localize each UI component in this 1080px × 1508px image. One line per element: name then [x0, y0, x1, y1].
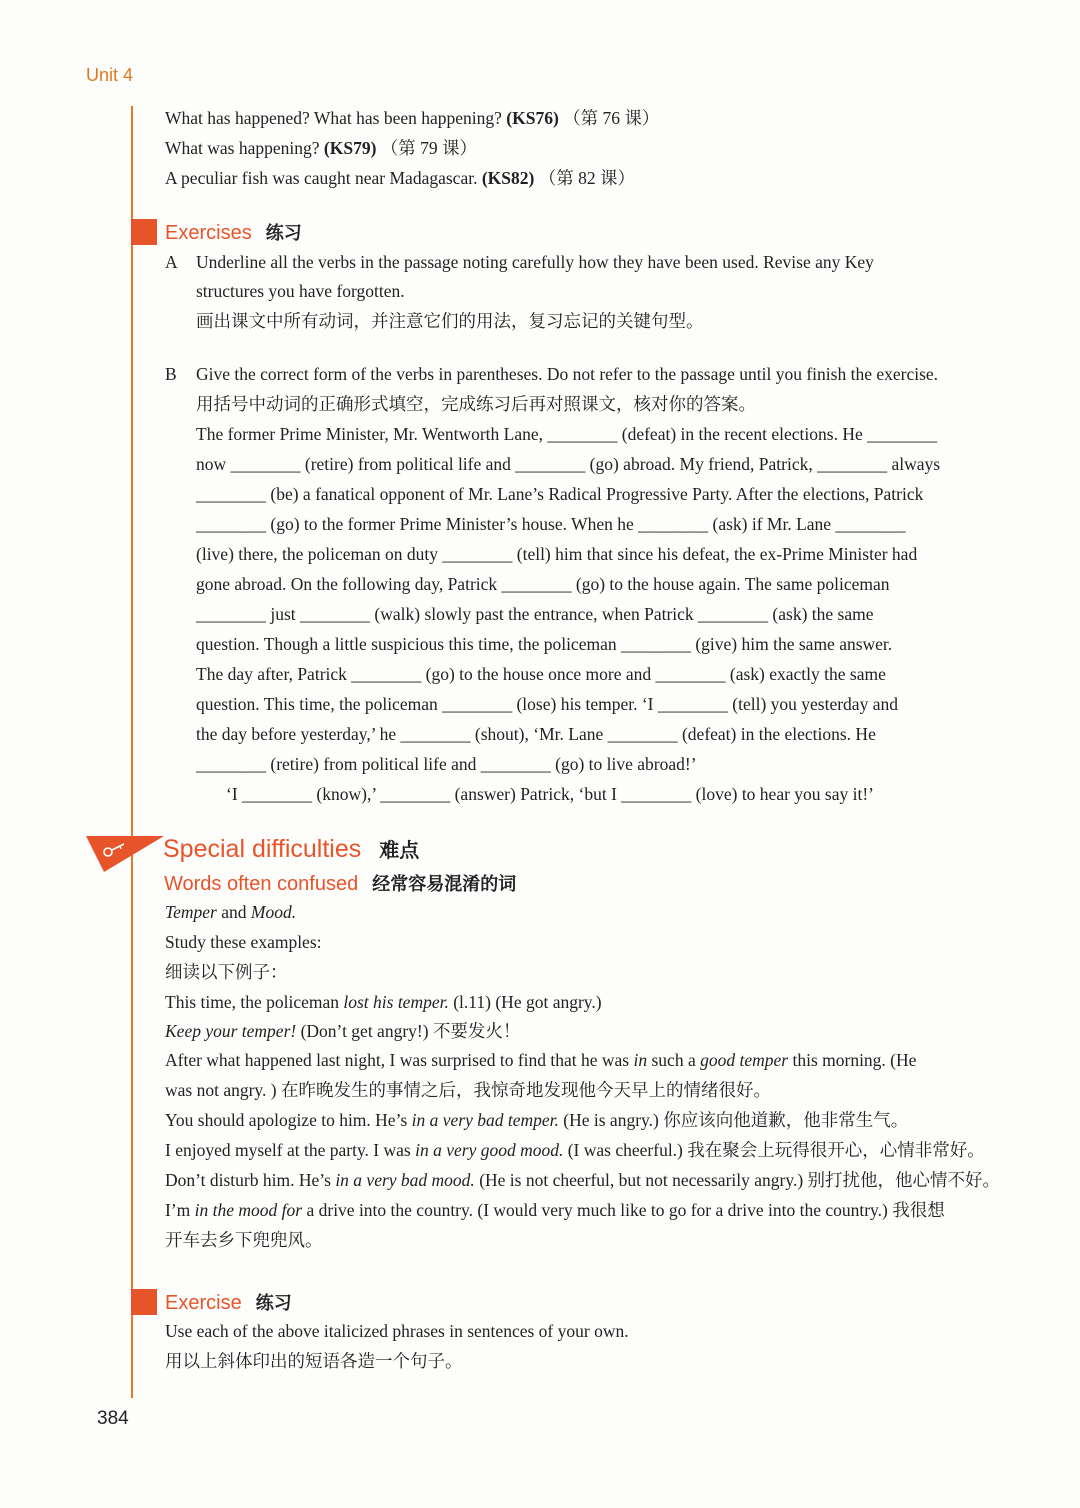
italic-phrase: good temper — [700, 1050, 789, 1070]
text: (l.11) (He got angry.) — [448, 992, 602, 1012]
example-7 — [165, 1199, 945, 1221]
example-3-line-2: was not angry. ) 在昨晚发生的事情之后，我惊奇地发现他今天早上的情绪很好。 — [165, 1080, 771, 1100]
passage-line: ________ just ________ (walk) slowly past the entrance, when Patrick ________ (ask) the same — [196, 604, 874, 624]
exercise-a-cn: 画出课文中所有动词，并注意它们的用法，复习忘记的关键句型。 — [196, 311, 704, 331]
subtitle-cn: 经常容易混淆的词 — [372, 874, 517, 894]
text: After what happened last night, I was surprised to find that he was — [165, 1050, 634, 1070]
study-cn: 细读以下例子： — [165, 962, 288, 982]
passage-line: The day after, Patrick ________ (go) to the house once more and ________ (ask) exactly the same — [196, 664, 886, 684]
intro-line-1 — [165, 107, 659, 129]
intro-code: (KS76) — [506, 108, 559, 128]
passage-line: the day before yesterday,’ he ________ (shout), ‘Mr. Lane ________ (defeat) in the elections. He — [196, 724, 876, 744]
example-7-line-2: 开车去乡下兜兜风。 — [165, 1230, 323, 1250]
passage-line: ________ (go) to the former Prime Minister’s house. When he ________ (ask) if Mr. Lane ________ — [196, 514, 906, 534]
passage-line: (live) there, the policeman on duty ________ (tell) him that since his defeat, the ex-Prime Minister had — [196, 544, 918, 564]
text: (He is not cheerful, but not necessarily angry.) 别打扰他，他心情不好。 — [474, 1170, 1001, 1190]
exercise-a-letter: A — [165, 252, 178, 272]
italic-phrase: Keep your temper! — [165, 1021, 297, 1041]
text: (I was cheerful.) 我在聚会上玩得很开心，心情非常好。 — [563, 1140, 985, 1160]
special-title-cn: 难点 — [379, 840, 420, 862]
intro-code: (KS79) — [323, 138, 377, 158]
example-6 — [165, 1169, 1000, 1191]
exercise-heading — [165, 1289, 292, 1315]
example-2 — [165, 1020, 520, 1042]
section-marker — [131, 219, 157, 245]
subtitle: Words often confused — [164, 873, 359, 895]
italic-phrase: in a very bad temper. — [411, 1110, 559, 1130]
passage-line: ‘I ________ (know),’ ________ (answer) Patrick, ‘but I ________ (love) to hear you say it!’ — [226, 784, 874, 804]
exercise-title: Exercise — [165, 1292, 242, 1314]
special-difficulties-heading — [163, 834, 419, 864]
intro-cn: （第 76 课） — [563, 108, 660, 128]
italic-phrase: in — [633, 1050, 648, 1070]
intro-cn: （第 82 课） — [538, 168, 635, 188]
words-confused-heading — [164, 870, 516, 896]
example-5 — [165, 1139, 985, 1161]
exercises-heading — [165, 219, 302, 245]
passage-line: gone abroad. On the following day, Patrick ________ (go) to the house again. The same policeman — [196, 574, 890, 594]
exercise-b-line-1: Give the correct form of the verbs in parentheses. Do not refer to the passage until you finish the exercise. — [196, 364, 939, 384]
exercise-a-line-1: Underline all the verbs in the passage noting carefully how they have been used. Revise any Key — [196, 252, 874, 272]
passage-line: The former Prime Minister, Mr. Wentworth Lane, ________ (defeat) in the recent elections. He ________ — [196, 424, 938, 444]
example-4 — [165, 1109, 908, 1131]
exercise-b-letter: B — [165, 364, 177, 384]
passage-line: ________ (be) a fanatical opponent of Mr. Lane’s Radical Progressive Party. After the elections, Patrick — [196, 484, 924, 504]
topic-and: and — [216, 902, 251, 922]
intro-text: What was happening? — [165, 138, 320, 158]
topic-b: Mood. — [250, 902, 297, 922]
text: a drive into the country. (I would very much like to go for a drive into the country.) 我很想 — [302, 1200, 945, 1220]
exercise-a-line-2: structures you have forgotten. — [196, 281, 405, 301]
exercise-title-cn: 练习 — [255, 1293, 292, 1313]
text: I’m — [165, 1200, 195, 1220]
italic-phrase: in the mood for — [194, 1200, 303, 1220]
text: I enjoyed myself at the party. I was — [165, 1140, 416, 1160]
study-line: Study these examples: — [165, 932, 322, 952]
text: This time, the policeman — [165, 992, 344, 1012]
intro-cn: （第 79 课） — [380, 138, 478, 158]
text: such a — [647, 1050, 701, 1070]
passage-line: now ________ (retire) from political life and ________ (go) abroad. My friend, Patrick, ________ always — [196, 454, 941, 474]
intro-text: What has happened? What has been happening? — [165, 108, 502, 128]
exercise2-line-1: Use each of the above italicized phrases in sentences of your own. — [165, 1321, 629, 1341]
exercises-title-cn: 练习 — [265, 223, 302, 243]
text: Don’t disturb him. He’s — [165, 1170, 336, 1190]
exercise2-line-2: 用以上斜体印出的短语各造一个句子。 — [165, 1351, 463, 1371]
special-title: Special difficulties — [163, 835, 362, 863]
passage-line: question. This time, the policeman ________ (lose) his temper. ‘I ________ (tell) you yesterday and — [196, 694, 898, 714]
intro-line-3 — [165, 167, 635, 189]
page-number: 384 — [97, 1408, 129, 1429]
intro-text: A peculiar fish was caught near Madagascar. — [165, 168, 478, 188]
passage-line: ________ (retire) from political life and ________ (go) to live abroad!’ — [196, 754, 697, 774]
exercise-b-cn: 用括号中动词的正确形式填空，完成练习后再对照课文，核对你的答案。 — [196, 394, 756, 414]
italic-phrase: lost his temper. — [343, 992, 449, 1012]
topic-a: Temper — [165, 902, 217, 922]
section-marker — [131, 1289, 157, 1315]
text: (He is angry.) 你应该向他道歉，他非常生气。 — [558, 1110, 909, 1130]
intro-line-2 — [165, 137, 477, 159]
italic-phrase: in a very bad mood. — [335, 1170, 475, 1190]
example-3 — [165, 1049, 916, 1071]
topic-line — [165, 901, 296, 923]
key-icon — [86, 834, 166, 874]
intro-code: (KS82) — [481, 168, 535, 188]
italic-phrase: in a very good mood. — [415, 1140, 564, 1160]
passage-line: question. Though a little suspicious this time, the policeman ________ (give) him the same answer. — [196, 634, 893, 654]
unit-label: Unit 4 — [86, 65, 134, 85]
text: this morning. (He — [788, 1050, 917, 1070]
exercises-title: Exercises — [165, 222, 252, 244]
text: You should apologize to him. He’s — [165, 1110, 412, 1130]
example-1 — [165, 991, 602, 1013]
text: (Don’t get angry!) 不要发火！ — [296, 1021, 521, 1041]
margin-rule — [131, 106, 133, 1398]
